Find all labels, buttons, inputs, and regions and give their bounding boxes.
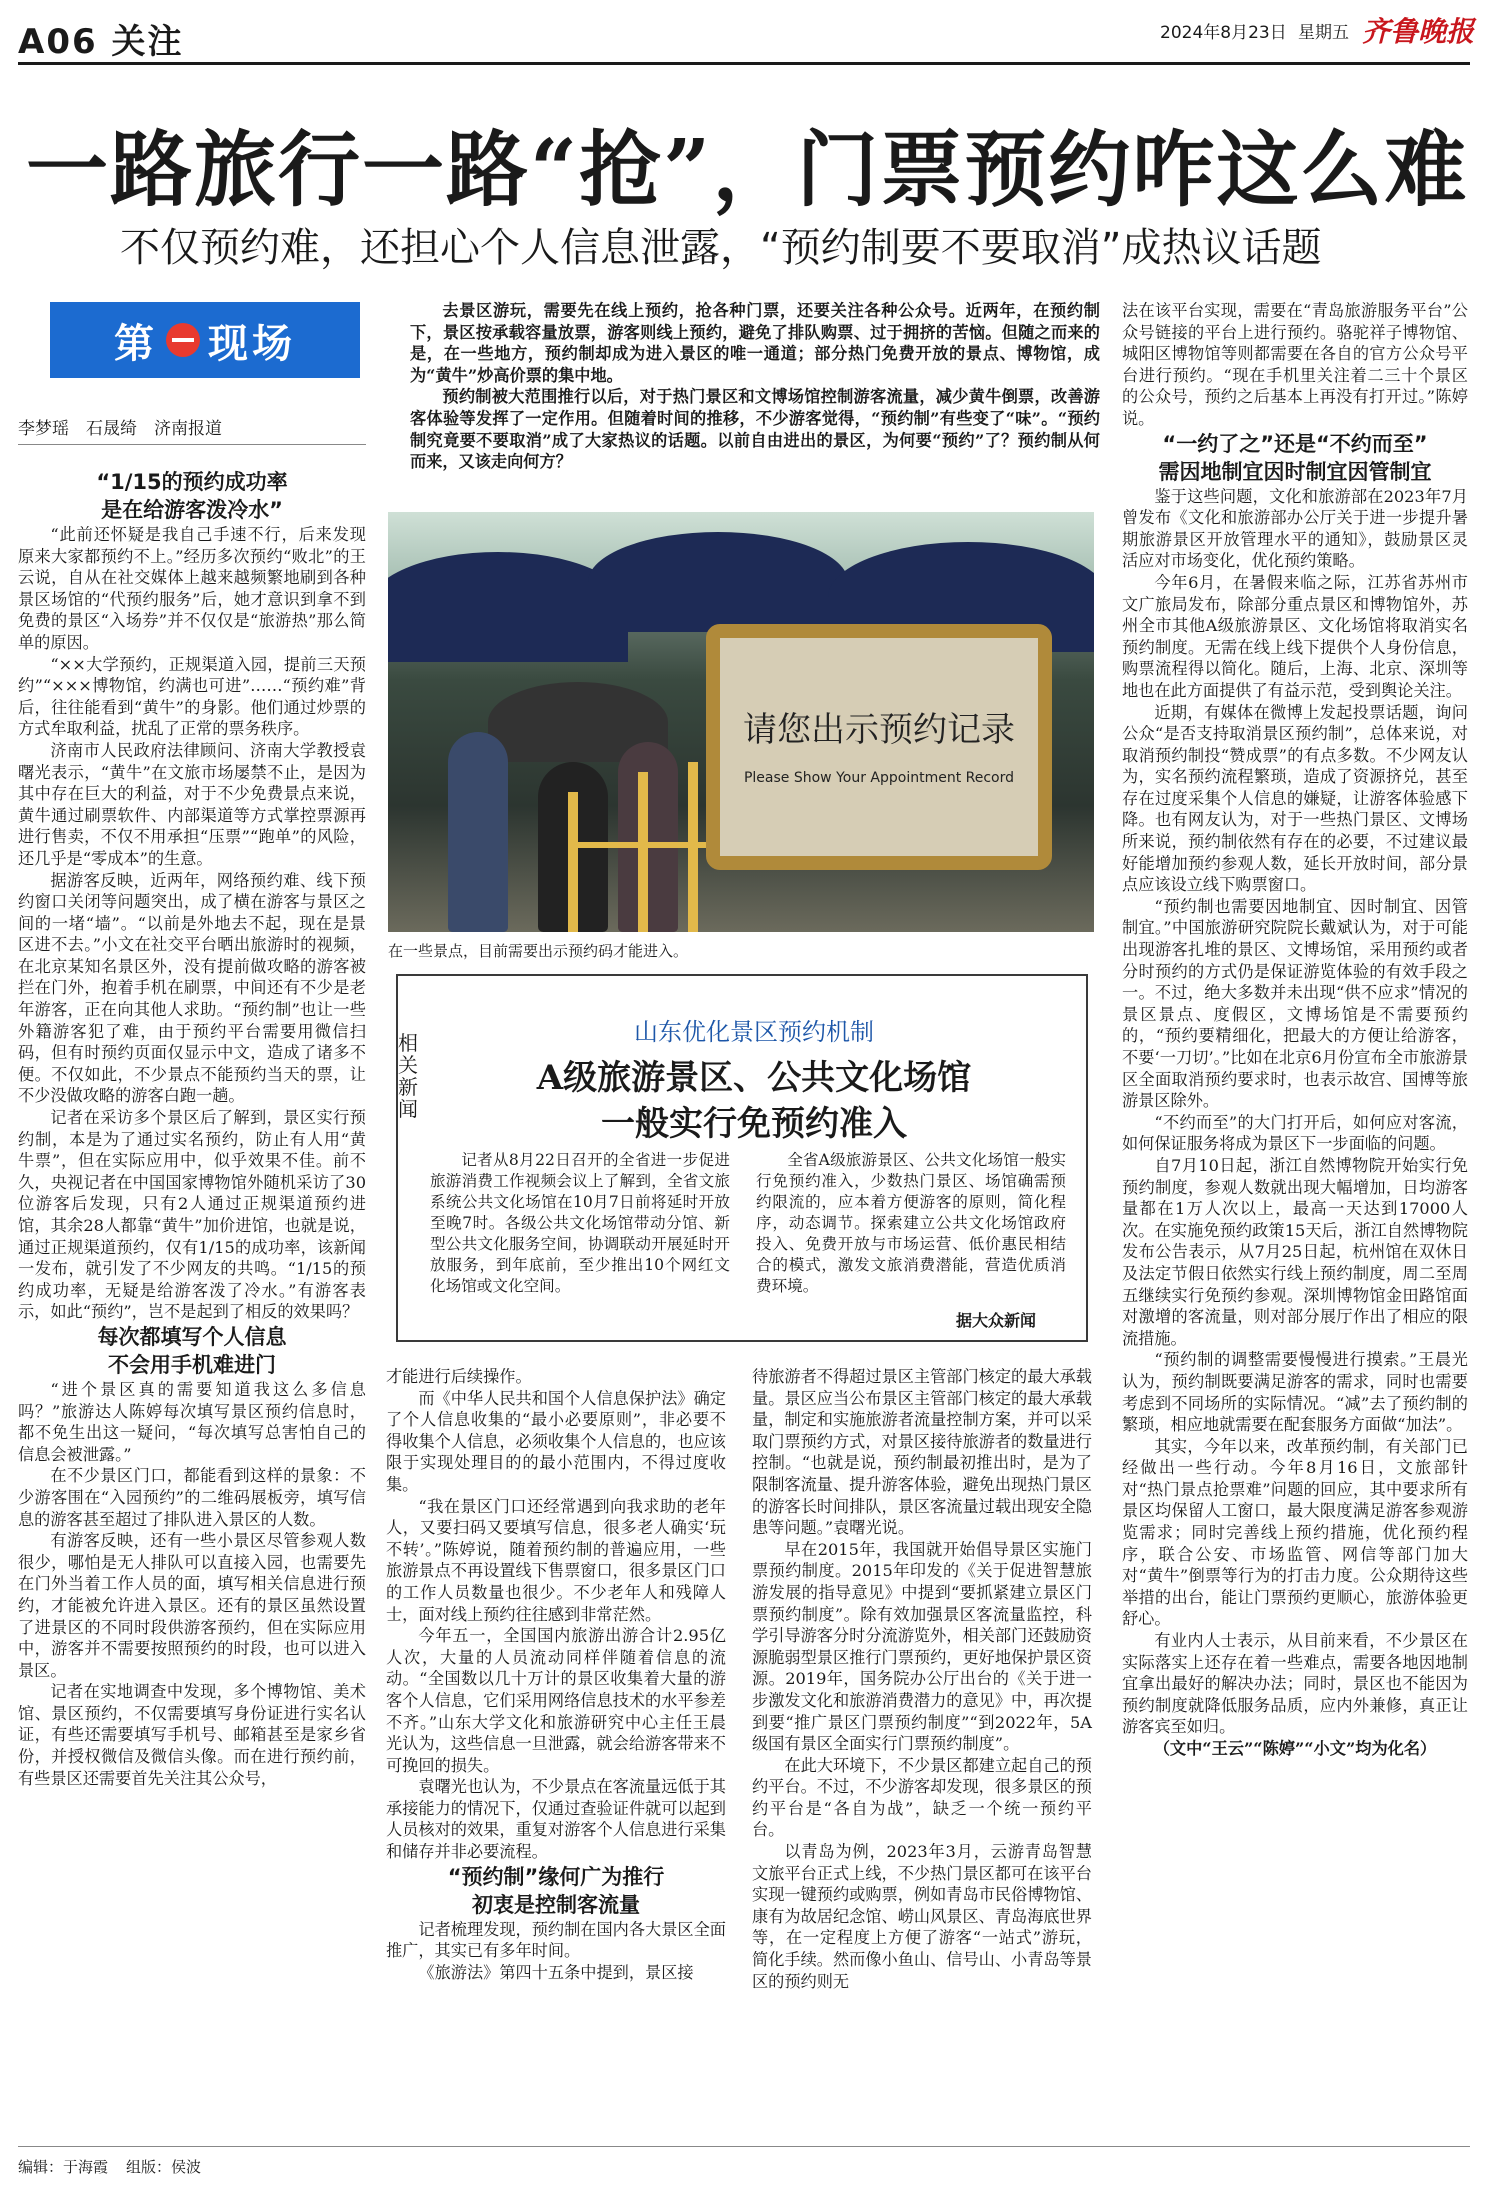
issue-weekday: 星期五	[1298, 23, 1349, 43]
photo-caption: 在一些景点，目前需要出示预约码才能进入。	[388, 942, 689, 960]
body-paragraph: “进个景区真的需要知道我这么多信息吗？”旅游达人陈婷每次填写景区预约信息时，都不免生出这一疑问，“每次填写总害怕自己的信息会被泄露。”	[18, 1379, 366, 1464]
related-source: 据大众新闻	[956, 1311, 1037, 1330]
fence-post	[638, 772, 648, 932]
body-paragraph: 近期，有媒体在微博上发起投票话题，询问公众“是否支持取消景区预约制”，总体来说，对取消预约制投“赞成票”的有点多数。不少网友认为，实名预约流程繁琐，造成了资源挤兑，甚至存在过度采集个人信息的嫌疑，让游客体验感下降。也有网友认为，对于一些热门景区、文博场所来说，预约制依然有存在的必要，不过建议最好能增加预约参观人数，延长开放时间，部分景点应该设立线下购票窗口。	[1122, 702, 1468, 895]
column-2-bottom	[386, 1366, 726, 1983]
body-paragraph: 今年6月，在暑假来临之际，江苏省苏州市文广旅局发布，除部分重点景区和博物馆外，苏州全市其他A级旅游景区、文化场馆将取消实名预约制度。无需在线上线下提供个人身份信息，购票流程得以简化。随后，上海、北京、深圳等地也在此方面提供了有益示范，受到舆论关注。	[1122, 572, 1468, 700]
person-figure	[618, 742, 678, 932]
body-paragraph: 鉴于这些问题，文化和旅游部在2023年7月曾发布《文化和旅游部办公厅关于进一步提升暑期旅游景区开放管理水平的通知》，鼓励景区灵活应对市场变化，优化预约策略。	[1122, 486, 1468, 571]
lead-paragraph: 去景区游玩，需要先在线上预约，抢各种门票，还要关注各种公众号。近两年，在预约制下，景区按承载容量放票，游客则线上预约，避免了排队购票、过于拥挤的苦恼。但随之而来的是，在一些地方，预约制却成为进入景区的唯一通道；部分热门免费开放的景点、博物馆，成为“黄牛”炒高价票的集中地。	[410, 301, 1100, 385]
body-paragraph: “××大学预约，正规渠道入园，提前三天预约”“×××博物馆，约满也可进”……“预约难”背后，往往能看到“黄牛”的身影。他们通过炒票的方式牟取利益，扰乱了正常的票务秩序。	[18, 654, 366, 739]
body-paragraph: 在此大环境下，不少景区都建立起自己的预约平台。不过，不少游客却发现，很多景区的预约平台是“各自为战”，缺乏一个统一预约平台。	[752, 1755, 1092, 1840]
body-paragraph: 据游客反映，近两年，网络预约难、线下预约窗口关闭等问题突出，成了横在游客与景区之间的一堵“墙”。“以前是外地去不起，现在是景区进不去。”小文在社交平台晒出旅游时的视频，在北京某知名景区外，没有提前做攻略的游客被拦在门外，抱着手机在刷票，中间还有不少是老年游客，正在向其他人求助。“预约制”也让一些外籍游客犯了难，由于预约平台需要用微信扫码，但有时预约页面仅显示中文，造成了诸多不便。不仅如此，不少景点不能预约当天的票，让不少没做攻略的游客白跑一趟。	[18, 870, 366, 1106]
body-paragraph: 早在2015年，我国就开始倡导景区实施门票预约制度。2015年印发的《关于促进智慧旅游发展的指导意见》中提到“要抓紧建立景区门票预约制度”。除有效加强景区客流量监控，科学引导游客分时分流游览外，相关部门还鼓励资源脆弱型景区推行门票预约，更好地保护景区资源。2019年，国务院办公厅出台的《关于进一步激发文化和旅游消费潜力的意见》中，再次提到要“推广景区门票预约制度”“到2022年，5A级国有景区全面实行门票预约制度”。	[752, 1539, 1092, 1754]
related-paragraph: 全省A级旅游景区、公共文化场馆一般实行免预约准入，少数热门景区、场馆确需预约限流的，应本着方便游客的原则，简化程序，动态调节。探索建立公共文化场馆政府投入、免费开放与市场运营、低价惠民相结合的模式，激发文旅消费潜能，营造优质消费环境。	[756, 1151, 1066, 1295]
body-paragraph: 袁曙光也认为，不少景点在客流量远低于其承接能力的情况下，仅通过查验证件就可以起到人员核对的效果，重复对游客个人信息进行采集和储存并非必要流程。	[386, 1777, 726, 1862]
fence-rail	[568, 842, 708, 848]
photo-sign	[706, 624, 1052, 870]
lead-paragraph: 预约制被大范围推行以后，对于热门景区和文博场馆控制游客流量，减少黄牛倒票，改善游客体验等发挥了一定作用。但随着时间的推移，不少游客觉得，“预约制”有些变了“味”。“预约制究竟要不要取消”成了大家热议的话题。以前自由进出的景区，为何要“预约”了？预约制从何而来，又该走向何方？	[410, 387, 1100, 472]
body-paragraph: 记者在实地调查中发现，多个博物馆、美术馆、景区预约，不仅需要填写身份证进行实名认证，有些还需要填写手机号、邮箱甚至是家乡省份，并授权微信及微信头像。而在进行预约前，有些景区还需要首先关注其公众号，	[18, 1682, 366, 1788]
person-figure	[448, 732, 508, 932]
body-paragraph: “预约制的调整需要慢慢进行摸索。”王晨光认为，预约制既要满足游客的需求，同时也需要考虑到不同场所的实际情况。“减”去了预约制的繁琐，相应地就需要在配套服务方面做“加法”。	[1122, 1350, 1468, 1435]
column-3-bottom	[752, 1366, 1092, 1992]
footer-editor: 编辑：于海霞	[18, 2158, 109, 2176]
related-title-line1: A级旅游景区、公共文化场馆	[536, 1058, 972, 1098]
footer-rule	[18, 2146, 1470, 2147]
body-paragraph: 有游客反映，还有一些小景区尽管参观人数很少，哪怕是无人排队可以直接入园，也需要先在门外当着工作人员的面，填写相关信息进行预约，才能被允许进入景区。还有的景区虽然设置了进景区的不同时段供游客预约，但在实际应用中，游客并不需要按照预约的时段，也可以进入景区。	[18, 1531, 366, 1680]
column-4	[1122, 300, 1468, 1760]
column-1	[18, 468, 366, 1789]
column-badge	[50, 302, 360, 378]
related-paragraph: 记者从8月22日召开的全省进一步促进旅游消费工作视频会议上了解到，全省文旅系统公共文化场馆在10月7日前将延时开放至晚7时。各级公共文化场馆带动分馆、新型公共文化服务空间，协调联动开展延时开放服务，到年底前，至少推出10个网红文化场馆或文化空间。	[430, 1151, 730, 1295]
related-left-column	[430, 1150, 730, 1297]
sign-text-en: Please Show Your Appointment Record	[743, 770, 1015, 786]
section-heading: “预约制”缘何广为推行 初衷是控制客流量	[447, 1864, 665, 1917]
end-note: （文中“王云”“陈婷”“小文”均为化名）	[1153, 1739, 1437, 1758]
page-number: A06 关注	[18, 22, 184, 62]
fence-post	[568, 792, 578, 932]
byline: 李梦瑶 石晟绮 济南报道	[18, 419, 222, 439]
news-photo	[388, 512, 1094, 932]
related-news-tag: 相关新闻	[398, 1031, 418, 1121]
body-paragraph: “预约制也需要因地制宜、因时制宜、因管制宜。”中国旅游研究院院长戴斌认为，对于可能出现游客扎堆的景区、文博场馆，采用预约或者分时预约的方式仍是保证游览体验的有效手段之一。不过，绝大多数并未出现“供不应求”情况的景区景点、度假区，文博场馆是不需要预约的，“预约要精细化，把最大的方便让给游客，不要‘一刀切’。”比如在北京6月份宣布全市旅游景区全面取消预约要求时，也表示故宫、国博等旅游景区除外。	[1122, 896, 1468, 1111]
body-paragraph: “此前还怀疑是我自己手速不行，后来发现原来大家都预约不上。”经历多次预约“败北”的王云说，自从在社交媒体上越来越频繁地刷到各种景区场馆的“代预约服务”后，她才意识到拿不到免费的景区“入场券”并不仅仅是“旅游热”那么简单的原因。	[18, 525, 366, 652]
body-paragraph: 法在该平台实现，需要在“青岛旅游服务平台”公众号链接的平台上进行预约。骆驼祥子博物馆、城阳区博物馆等则都需要在各自的官方公众号平台进行预约。“现在手机里关注着二三十个景区的公众号，预约之后基本上再没有打开过。”陈婷说。	[1122, 301, 1468, 428]
header-rule	[18, 62, 1470, 65]
body-paragraph: 待旅游者不得超过景区主管部门核定的最大承载量。景区应当公布景区主管部门核定的最大承载量，制定和实施旅游者流量控制方案，并可以采取门票预约方式，对景区接待旅游者的数量进行控制。“也就是说，预约制最初推出时，是为了限制客流量、提升游客体验，避免出现热门景区的游客长时间排队，景区客流量过载出现安全隐患等问题。”袁曙光说。	[752, 1367, 1092, 1538]
issue-date: 2024年8月23日	[1160, 23, 1287, 43]
body-paragraph: 今年五一，全国国内旅游出游合计2.95亿人次，大量的人员流动同样伴随着信息的流动。“全国数以几十万计的景区收集着大量的游客个人信息，它们采用网络信息技术的水平参差不齐。”山东大学文化和旅游研究中心主任王晨光认为，这些信息一旦泄露，就会给游客带来不可挽回的损失。	[386, 1626, 726, 1775]
body-paragraph: “我在景区门口还经常遇到向我求助的老年人，又要扫码又要填写信息，很多老人确实‘玩不转’。”陈婷说，随着预约制的普遍应用，一些旅游景点不再设置线下售票窗口，很多景区门口的工作人员数量也很少。不少老年人和残障人士，面对线上预约往往感到非常茫然。	[386, 1496, 726, 1624]
body-paragraph: 记者梳理发现，预约制在国内各大景区全面推广，其实已有多年时间。	[386, 1919, 726, 1961]
newspaper-logo: 齐鲁晚报	[1362, 15, 1475, 48]
badge-left-text: 第	[114, 320, 158, 367]
body-paragraph: 以青岛为例，2023年3月，云游青岛智慧文旅平台正式上线，不少热门景区都可在该平台实现一键预约或购票，例如青岛市民俗博物馆、康有为故居纪念馆、崂山风景区、青岛海底世界等，在一定程度上方便了游客“一站式”游玩，简化手续。然而像小鱼山、信号山、小青岛等景区的预约则无	[752, 1842, 1092, 1991]
lead-block	[410, 300, 1100, 473]
section-heading: “1/15的预约成功率 是在给游客泼冷水”	[96, 470, 288, 522]
footer-designer: 组版：侯波	[126, 2158, 202, 2176]
body-paragraph: 济南市人民政府法律顾问、济南大学教授袁曙光表示，“黄牛”在文旅市场屡禁不止，是因为其中存在巨大的利益，对于不少免费景点来说，黄牛通过刷票软件、内部渠道等方式掌控票源再进行售卖，不仅不用承担“压票”“跑单”的风险，还几乎是“零成本”的生意。	[18, 740, 366, 868]
body-paragraph: 记者在采访多个景区后了解到，景区实行预约制，本是为了通过实名预约，防止有人用“黄牛票”，但在实际应用中，似乎效果不佳。前不久，央视记者在中国国家博物馆外随机采访了30位游客后发现，只有2人通过正规渠道预约进馆，其余28人都靠“黄牛”加价进馆，也就是说，通过正规渠道预约，仅有1/15的成功率，该新闻一发布，就引发了不少网友的共鸣。“1/15的预约成功率，无疑是给游客泼了冷水。”有游客表示，如此“预约”，岂不是起到了相反的效果吗？	[18, 1108, 366, 1322]
body-paragraph: 《旅游法》第四十五条中提到，景区接	[418, 1962, 694, 1982]
body-paragraph: 在不少景区门口，都能看到这样的景象：不少游客围在“入园预约”的二维码展板旁，填写信息的游客甚至超过了排队进入景区的人数。	[18, 1466, 366, 1529]
body-paragraph: 才能进行后续操作。	[386, 1367, 532, 1386]
body-paragraph: 有业内人士表示，从目前来看，不少景区在实际落实上还存在着一些难点，需要各地因地制宜拿出最好的解决办法；同时，景区也不能因为预约制度就降低服务品质，应内外兼修，真正让游客宾至如归。	[1122, 1631, 1468, 1737]
related-right-column	[756, 1150, 1066, 1297]
badge-divider-icon	[166, 323, 200, 357]
body-paragraph: 自7月10日起，浙江自然博物院开始实行免预约制度，参观人数就出现大幅增加，日均游客量都在1万人次以上，最高一天达到17000人次。在实施免预约政策15天后，浙江自然博物院发布公告表示，从7月25日起，杭州馆在双休日及法定节假日依然实行线上预约制度，周二至周五继续实行免预约参观。深圳博物馆金田路馆面对激增的客流量，则对部分展厅作出了相应的限流措施。	[1122, 1155, 1468, 1348]
body-paragraph: “不约而至”的大门打开后，如何应对客流，如何保证服务将成为景区下一步面临的问题。	[1122, 1112, 1468, 1154]
byline-rule	[18, 444, 366, 445]
body-paragraph: 其实，今年以来，改革预约制，有关部门已经做出一些行动。今年8月16日，文旅部针对“热门景点抢票难”问题的回应，其中要求所有景区均保留人工窗口，最大限度满足游客参观游览需求；同时完善线上预约措施，优化预约程序，联合公安、市场监管、网信等部门加大对“黄牛”倒票等行为的打击力度。公众期待这些举措的出台，能让门票预约更顺心，旅游体验更舒心。	[1122, 1436, 1468, 1629]
badge-right-text: 现场	[208, 320, 296, 367]
headline: 一路旅行一路“抢”，门票预约咋这么难	[26, 122, 1469, 218]
sign-text-cn: 请您出示预约记录	[743, 710, 1015, 750]
related-title-line2: 一般实行免预约准入	[601, 1104, 907, 1144]
related-kicker: 山东优化景区预约机制	[634, 1018, 874, 1046]
subheadline: 不仅预约难，还担心个人信息泄露，“预约制要不要取消”成热议话题	[120, 225, 1322, 271]
umbrella-icon	[588, 532, 848, 632]
body-paragraph: 而《中华人民共和国个人信息保护法》确定了个人信息收集的“最小必要原则”，非必要不得收集个人信息，必须收集个人信息的，也应该限于实现处理目的的最小范围内，不得过度收集。	[386, 1388, 726, 1494]
section-heading: “一约了之”还是“不约而至” 需因地制宜因时制宜因管制宜	[1158, 431, 1432, 484]
section-heading: 每次都填写个人信息 不会用手机难进门	[97, 1324, 287, 1377]
